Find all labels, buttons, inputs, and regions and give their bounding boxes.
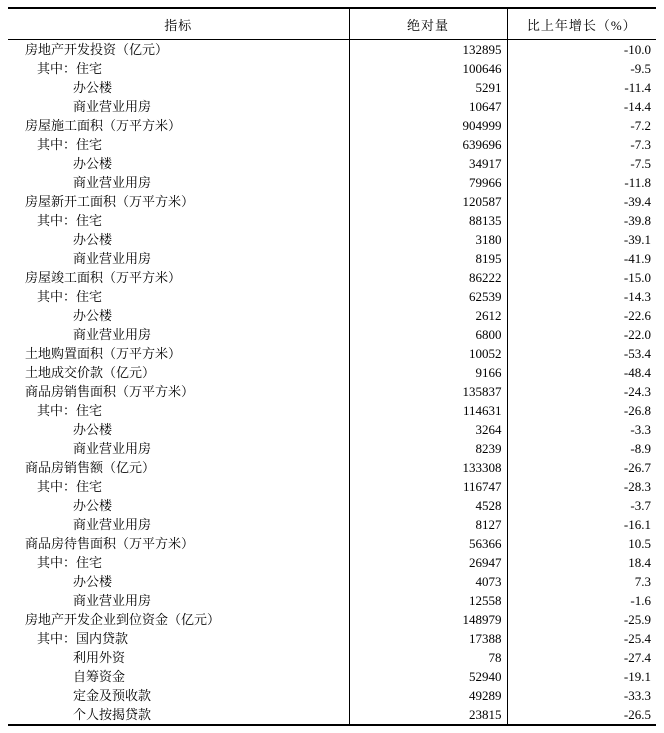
absolute-value-cell: 4528 bbox=[349, 496, 507, 515]
indicator-cell: 办公楼 bbox=[73, 80, 113, 95]
absolute-value-cell: 10647 bbox=[349, 97, 507, 116]
absolute-value-cell: 49289 bbox=[349, 686, 507, 705]
growth-value-cell: -3.7 bbox=[507, 496, 656, 515]
growth-value-cell: -39.1 bbox=[507, 230, 656, 249]
table-row bbox=[8, 553, 656, 572]
table-row bbox=[8, 363, 656, 382]
table-row bbox=[8, 116, 656, 135]
growth-value-cell: -14.4 bbox=[507, 97, 656, 116]
table-row bbox=[8, 534, 656, 553]
indicator-cell: 商业营业用房 bbox=[73, 517, 152, 532]
column-header-growth: 比上年增长（%） bbox=[507, 8, 656, 40]
absolute-value-cell: 78 bbox=[349, 648, 507, 667]
indicator-cell: 房屋新开工面积（万平方米） bbox=[25, 194, 195, 209]
indicator-cell: 办公楼 bbox=[73, 574, 113, 589]
absolute-value-cell: 4073 bbox=[349, 572, 507, 591]
absolute-value-cell: 133308 bbox=[349, 458, 507, 477]
absolute-value-cell: 86222 bbox=[349, 268, 507, 287]
growth-value-cell: -22.0 bbox=[507, 325, 656, 344]
absolute-value-cell: 639696 bbox=[349, 135, 507, 154]
absolute-value-cell: 2612 bbox=[349, 306, 507, 325]
table-row bbox=[8, 591, 656, 610]
absolute-value-cell: 26947 bbox=[349, 553, 507, 572]
growth-value-cell: -19.1 bbox=[507, 667, 656, 686]
indicator-cell: 其中：住宅 bbox=[37, 555, 103, 570]
growth-value-cell: -26.7 bbox=[507, 458, 656, 477]
indicator-cell: 房屋竣工面积（万平方米） bbox=[25, 270, 182, 285]
absolute-value-cell: 12558 bbox=[349, 591, 507, 610]
indicator-cell: 商品房销售面积（万平方米） bbox=[25, 384, 195, 399]
indicator-cell: 房屋施工面积（万平方米） bbox=[25, 118, 182, 133]
growth-value-cell: -39.4 bbox=[507, 192, 656, 211]
growth-value-cell: -41.9 bbox=[507, 249, 656, 268]
indicator-cell: 商业营业用房 bbox=[73, 99, 152, 114]
growth-value-cell: -22.6 bbox=[507, 306, 656, 325]
table-row bbox=[8, 230, 656, 249]
table-row bbox=[8, 249, 656, 268]
growth-value-cell: -10.0 bbox=[507, 40, 656, 60]
growth-value-cell: 18.4 bbox=[507, 553, 656, 572]
absolute-value-cell: 904999 bbox=[349, 116, 507, 135]
absolute-value-cell: 6800 bbox=[349, 325, 507, 344]
header-row bbox=[8, 8, 656, 40]
table-row bbox=[8, 477, 656, 496]
growth-value-cell: 7.3 bbox=[507, 572, 656, 591]
absolute-value-cell: 79966 bbox=[349, 173, 507, 192]
indicator-cell: 土地购置面积（万平方米） bbox=[25, 346, 182, 361]
growth-value-cell: -16.1 bbox=[507, 515, 656, 534]
absolute-value-cell: 23815 bbox=[349, 705, 507, 725]
table-row bbox=[8, 420, 656, 439]
table-row bbox=[8, 515, 656, 534]
growth-value-cell: -7.3 bbox=[507, 135, 656, 154]
indicator-cell: 其中：住宅 bbox=[37, 289, 103, 304]
indicator-cell: 利用外资 bbox=[73, 650, 126, 665]
indicator-cell: 其中：住宅 bbox=[37, 479, 103, 494]
growth-value-cell: 10.5 bbox=[507, 534, 656, 553]
table-row bbox=[8, 344, 656, 363]
growth-value-cell: -1.6 bbox=[507, 591, 656, 610]
absolute-value-cell: 56366 bbox=[349, 534, 507, 553]
growth-value-cell: -24.3 bbox=[507, 382, 656, 401]
absolute-value-cell: 132895 bbox=[349, 40, 507, 60]
absolute-value-cell: 52940 bbox=[349, 667, 507, 686]
absolute-value-cell: 10052 bbox=[349, 344, 507, 363]
indicator-cell: 办公楼 bbox=[73, 156, 113, 171]
table-row bbox=[8, 154, 656, 173]
absolute-value-cell: 17388 bbox=[349, 629, 507, 648]
indicator-cell: 商品房待售面积（万平方米） bbox=[25, 536, 195, 551]
indicator-cell: 土地成交价款（亿元） bbox=[25, 365, 156, 380]
indicator-cell: 个人按揭贷款 bbox=[73, 707, 152, 722]
absolute-value-cell: 34917 bbox=[349, 154, 507, 173]
indicator-cell: 房地产开发企业到位资金（亿元） bbox=[25, 612, 221, 627]
growth-value-cell: -3.3 bbox=[507, 420, 656, 439]
indicator-cell: 商业营业用房 bbox=[73, 441, 152, 456]
growth-value-cell: -7.2 bbox=[507, 116, 656, 135]
growth-value-cell: -9.5 bbox=[507, 59, 656, 78]
growth-value-cell: -11.8 bbox=[507, 173, 656, 192]
indicator-cell: 其中：住宅 bbox=[37, 213, 103, 228]
indicator-cell: 商业营业用房 bbox=[73, 251, 152, 266]
growth-value-cell: -48.4 bbox=[507, 363, 656, 382]
indicator-cell: 商业营业用房 bbox=[73, 175, 152, 190]
indicator-cell: 办公楼 bbox=[73, 232, 113, 247]
growth-value-cell: -25.9 bbox=[507, 610, 656, 629]
growth-value-cell: -26.5 bbox=[507, 705, 656, 725]
growth-value-cell: -53.4 bbox=[507, 344, 656, 363]
growth-value-cell: -15.0 bbox=[507, 268, 656, 287]
table-row bbox=[8, 59, 656, 78]
growth-value-cell: -7.5 bbox=[507, 154, 656, 173]
table-row bbox=[8, 173, 656, 192]
column-header-indicator: 指标 bbox=[8, 8, 349, 40]
table-row bbox=[8, 686, 656, 705]
indicator-cell: 其中：住宅 bbox=[37, 137, 103, 152]
growth-value-cell: -39.8 bbox=[507, 211, 656, 230]
growth-value-cell: -26.8 bbox=[507, 401, 656, 420]
table-row bbox=[8, 496, 656, 515]
absolute-value-cell: 88135 bbox=[349, 211, 507, 230]
indicator-cell: 其中：住宅 bbox=[37, 61, 103, 76]
absolute-value-cell: 116747 bbox=[349, 477, 507, 496]
absolute-value-cell: 8127 bbox=[349, 515, 507, 534]
absolute-value-cell: 9166 bbox=[349, 363, 507, 382]
absolute-value-cell: 5291 bbox=[349, 78, 507, 97]
absolute-value-cell: 100646 bbox=[349, 59, 507, 78]
indicator-cell: 定金及预收款 bbox=[73, 688, 152, 703]
growth-value-cell: -14.3 bbox=[507, 287, 656, 306]
absolute-value-cell: 114631 bbox=[349, 401, 507, 420]
table-row bbox=[8, 401, 656, 420]
growth-value-cell: -27.4 bbox=[507, 648, 656, 667]
indicator-cell: 办公楼 bbox=[73, 498, 113, 513]
indicator-cell: 商品房销售额（亿元） bbox=[25, 460, 156, 475]
indicator-cell: 商业营业用房 bbox=[73, 593, 152, 608]
absolute-value-cell: 135837 bbox=[349, 382, 507, 401]
indicator-cell: 其中：国内贷款 bbox=[37, 631, 129, 646]
table-row bbox=[8, 192, 656, 211]
column-header-absolute: 绝对量 bbox=[349, 8, 507, 40]
indicator-cell: 办公楼 bbox=[73, 308, 113, 323]
indicator-cell: 商业营业用房 bbox=[73, 327, 152, 342]
table-row bbox=[8, 306, 656, 325]
table-row bbox=[8, 97, 656, 116]
absolute-value-cell: 62539 bbox=[349, 287, 507, 306]
table-row bbox=[8, 439, 656, 458]
absolute-value-cell: 148979 bbox=[349, 610, 507, 629]
real-estate-indicator-table bbox=[8, 7, 656, 726]
indicator-cell: 办公楼 bbox=[73, 422, 113, 437]
table-row bbox=[8, 572, 656, 591]
table-body bbox=[8, 40, 656, 726]
table-row bbox=[8, 211, 656, 230]
table-row bbox=[8, 268, 656, 287]
table-row bbox=[8, 629, 656, 648]
indicator-cell: 房地产开发投资（亿元） bbox=[25, 42, 169, 57]
growth-value-cell: -8.9 bbox=[507, 439, 656, 458]
table-row bbox=[8, 40, 656, 60]
table-row bbox=[8, 135, 656, 154]
indicator-cell: 自筹资金 bbox=[73, 669, 126, 684]
table-row bbox=[8, 78, 656, 97]
table-row bbox=[8, 610, 656, 629]
absolute-value-cell: 3180 bbox=[349, 230, 507, 249]
table-row bbox=[8, 287, 656, 306]
growth-value-cell: -25.4 bbox=[507, 629, 656, 648]
growth-value-cell: -33.3 bbox=[507, 686, 656, 705]
table-row bbox=[8, 648, 656, 667]
table-row bbox=[8, 705, 656, 725]
table-row bbox=[8, 667, 656, 686]
table-row bbox=[8, 458, 656, 477]
table-row bbox=[8, 382, 656, 401]
growth-value-cell: -11.4 bbox=[507, 78, 656, 97]
table-row bbox=[8, 325, 656, 344]
growth-value-cell: -28.3 bbox=[507, 477, 656, 496]
indicator-cell: 其中：住宅 bbox=[37, 403, 103, 418]
absolute-value-cell: 8239 bbox=[349, 439, 507, 458]
absolute-value-cell: 3264 bbox=[349, 420, 507, 439]
absolute-value-cell: 120587 bbox=[349, 192, 507, 211]
absolute-value-cell: 8195 bbox=[349, 249, 507, 268]
